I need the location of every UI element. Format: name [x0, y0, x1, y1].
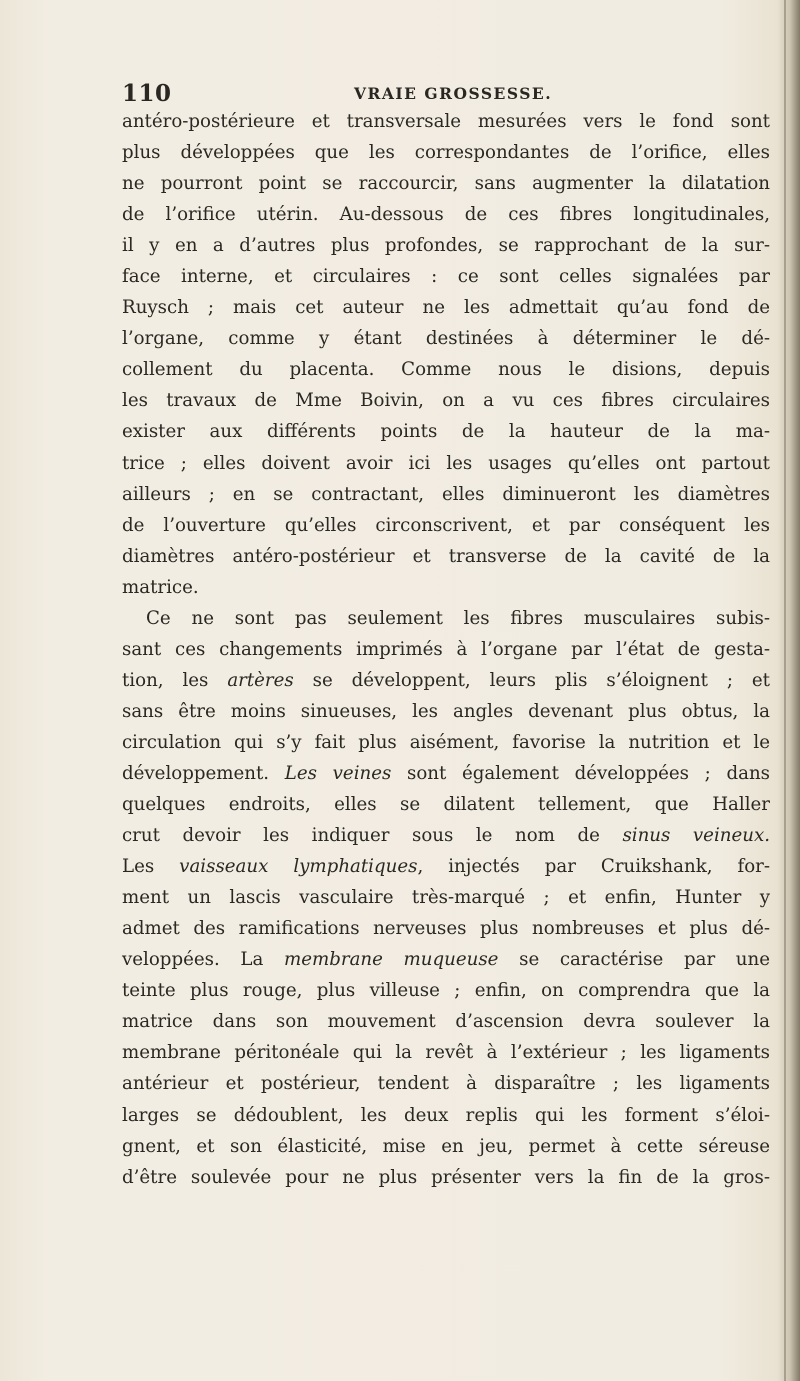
text-segment: gnent, et son élasticité, mise en jeu, permet à cette séreuse — [122, 1135, 770, 1157]
text-segment: Ruysch ; mais cet auteur ne les admettait qu’au fond de — [122, 297, 770, 319]
body-text — [122, 106, 770, 1193]
text-segment: circulation qui s’y fait plus aisément, favorise la nutrition et le — [122, 731, 770, 753]
text-line — [122, 603, 770, 634]
text-line — [122, 882, 770, 913]
text-segment: veloppées. La — [122, 949, 284, 971]
text-segment: sant ces changements imprimés à l’organe par l’état de gesta- — [122, 638, 770, 660]
text-segment: diamètres antéro-postérieur et transverse de la cavité de la — [122, 545, 770, 567]
text-line — [122, 913, 770, 944]
text-line — [122, 1006, 770, 1037]
page-fore-edge — [784, 0, 786, 1381]
text-segment: Ce ne sont pas seulement les fibres musculaires subis- — [146, 607, 770, 629]
text-segment: collement du placenta. Comme nous le disions, depuis — [122, 359, 770, 381]
page-edge-shadow — [778, 0, 800, 1381]
text-segment: il y en a d’autres plus profondes, se rapprochant de la sur- — [122, 235, 770, 257]
text-line — [122, 416, 770, 447]
text-segment: antéro-postérieure et transversale mesurées vers le fond sont — [122, 111, 770, 132]
text-segment: de l’orifice utérin. Au-dessous de ces fibres longitudinales, — [122, 204, 770, 226]
text-line — [122, 1162, 770, 1193]
text-line — [122, 727, 770, 758]
text-segment: admet des ramifications nerveuses plus nombreuses et plus dé- — [122, 918, 770, 940]
text-segment: membrane péritonéale qui la revêt à l’extérieur ; les ligaments — [122, 1042, 770, 1064]
text-line — [122, 572, 770, 603]
text-line — [122, 1100, 770, 1131]
text-segment: de l’ouverture qu’elles circonscrivent, et par conséquent les — [122, 514, 770, 536]
italic-text-segment: membrane muqueuse — [283, 949, 499, 971]
text-segment: larges se dédoublent, les deux replis qui les forment s’éloi- — [122, 1104, 770, 1126]
text-segment: se développent, leurs plis s’éloignent ; et — [293, 669, 770, 691]
italic-text-segment: sinus veineux. — [622, 825, 770, 847]
text-line — [122, 820, 770, 851]
text-segment: l’organe, comme y étant destinées à déterminer le dé- — [122, 328, 770, 350]
text-line — [122, 479, 770, 510]
text-segment: ailleurs ; en se contractant, elles diminueront les diamètres — [122, 483, 770, 505]
text-line — [122, 789, 770, 820]
text-line — [122, 448, 770, 479]
text-line — [122, 323, 770, 354]
text-line — [122, 1037, 770, 1068]
text-line — [122, 354, 770, 385]
text-segment: antérieur et postérieur, tendent à disparaître ; les ligaments — [122, 1073, 770, 1095]
text-segment: crut devoir les indiquer sous le nom de — [122, 825, 623, 847]
text-line — [122, 944, 770, 975]
text-segment: trice ; elles doivent avoir ici les usages qu’elles ont partout — [122, 452, 770, 474]
text-line — [122, 975, 770, 1006]
text-segment: sans être moins sinueuses, les angles devenant plus obtus, la — [122, 700, 770, 722]
text-line — [122, 634, 770, 665]
text-segment: ment un lascis vasculaire très-marqué ; et enfin, Hunter y — [122, 887, 770, 909]
text-segment: matrice dans son mouvement d’ascension devra soulever la — [122, 1011, 770, 1033]
text-segment: Les — [122, 856, 180, 878]
page-number: 110 — [122, 80, 172, 107]
text-line — [122, 696, 770, 727]
text-line — [122, 851, 770, 882]
text-line — [122, 261, 770, 292]
text-segment: sont également développées ; dans — [391, 762, 771, 784]
italic-text-segment: artères — [227, 669, 294, 691]
italic-text-segment: vaisseaux lymphatiques — [179, 856, 418, 878]
text-segment: teinte plus rouge, plus villeuse ; enfin, on comprendra que la — [122, 980, 770, 1002]
text-line — [122, 758, 770, 789]
text-line — [122, 292, 770, 323]
text-line — [122, 541, 770, 572]
text-segment: se caractérise par une — [498, 949, 770, 971]
text-line — [122, 1068, 770, 1099]
text-segment: exister aux différents points de la hauteur de la ma- — [122, 421, 770, 443]
text-line — [122, 168, 770, 199]
text-line — [122, 385, 770, 416]
text-segment: ne pourront point se raccourcir, sans augmenter la dilatation — [122, 173, 770, 195]
italic-text-segment: Les veines — [284, 762, 392, 784]
text-line — [122, 1131, 770, 1162]
text-segment: , injectés par Cruikshank, for- — [417, 856, 771, 878]
text-line — [122, 137, 770, 168]
text-segment: développement. — [122, 762, 285, 784]
text-segment: face interne, et circulaires : ce sont celles signalées par — [122, 266, 770, 288]
text-line — [122, 106, 770, 137]
text-segment: tion, les — [122, 669, 228, 691]
text-line — [122, 510, 770, 541]
text-segment: quelques endroits, elles se dilatent tellement, que Haller — [122, 794, 770, 816]
text-segment: matrice. — [122, 576, 199, 598]
text-segment: d’être soulevée pour ne plus présenter vers la fin de la gros- — [122, 1166, 770, 1188]
text-line — [122, 199, 770, 230]
text-line — [122, 230, 770, 261]
running-title: VRAIE GROSSESSE. — [354, 84, 553, 103]
text-segment: les travaux de Mme Boivin, on a vu ces fibres circulaires — [122, 390, 770, 412]
text-line — [122, 665, 770, 696]
text-segment: plus développées que les correspondantes de l’orifice, elles — [122, 142, 770, 164]
